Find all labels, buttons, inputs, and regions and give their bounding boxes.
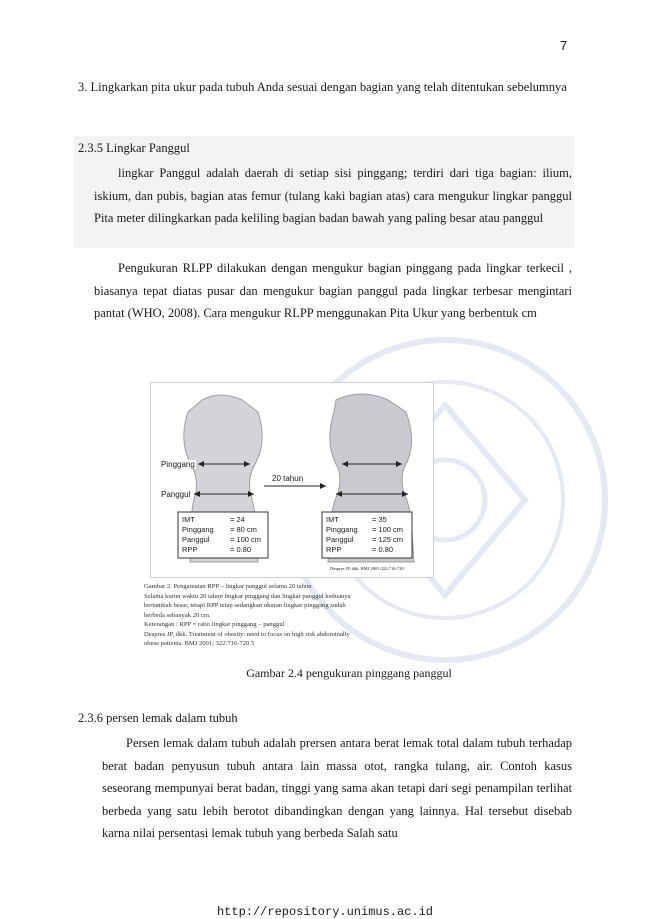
figure-embedded-caption: Gambar 2. Pengamatan RPP – lingkar panggul selama 20 tahun Selama kurun waktu 20 tahun lingkar pinggang dan lingkar panggul keduanya bertambah besar, tetapi RPP tetap sedangkan ukuran lingkar pinggang sudah berbeda sebanyak 20 cm. Keterangan : RPP = ratio lingkar pinggang – panggul Despres JP, dkk. Treatment of obesity: need to focus on high risk abdominally obese patients. BMJ 2001; 322:716-720 5 (144, 583, 351, 647)
section-236-paragraph-1: Persen lemak dalam tubuh adalah prersen antara berat lemak total dalam tubuh terhadap berat badan penyusun tubuh antara lain massa otot, rangka tulang, air. Contoh kasus seseorang mempunyai berat badan, tinggi yang sama akan tetapi dari segi penampilan terlihat berbeda yang satu lebih berotot dibandingkan dengan yang lainnya. Hal tersebut disebab karna nilai persentasi lemak tubuh yang berbeda Salah satu (102, 736, 572, 840)
section-235-heading: 2.3.5 Lingkar Panggul (78, 141, 190, 155)
label-panggul: Panggul (161, 490, 191, 499)
section-236-heading: 2.3.6 persen lemak dalam tubuh (78, 711, 238, 725)
step-3-text: 3. Lingkarkan pita ukur pada tubuh Anda sesuai dengan bagian yang telah ditentukan sebelumnya (78, 80, 567, 94)
section-235-paragraph-2: Pengukuran RLPP dilakukan dengan mengukur bagian pinggang pada lingkar terkecil , biasanya tepat diatas pusar dan mengukur bagian panggul pada lingkar terbesar mengintari pantat (WHO, 2008). Cara mengukur RLPP menggunakan Pita Ukur yang berbentuk cm (94, 261, 572, 320)
label-pinggang: Pinggang (161, 460, 195, 469)
left-box-labels: IMT Pinggang Panggul RPP (182, 515, 214, 554)
section-235-paragraph-1: lingkar Panggul adalah daerah di setiap sisi pinggang; terdiri dari tiga bagian: ilium, iskium, dan pubis, bagian atas femur (tulang kaki bagian atas) cara mengukur lingkar panggul Pita meter dilingkarkan pada keliling bagian badan bawah yang paling besar atau panggul (94, 166, 572, 225)
footer-repository-link[interactable]: http://repository.unimus.ac.id (216, 905, 434, 919)
waist-hip-figure (144, 382, 434, 658)
left-box-values: = 24 = 80 cm = 100 cm = 0.80 (230, 515, 262, 554)
label-20-tahun: 20 tahun (272, 474, 304, 483)
figure-caption: Gambar 2.4 pengukuran pinggang panggul (246, 666, 452, 680)
figure-source-small: Despres JP, dkk. BMJ 2001;322:716-720 (330, 566, 404, 571)
page-number: 7 (560, 38, 568, 53)
right-box-values: = 35 = 100 cm = 125 cm = 0.80 (372, 515, 404, 554)
right-box-labels: IMT Pinggang Panggul RPP (326, 515, 358, 554)
